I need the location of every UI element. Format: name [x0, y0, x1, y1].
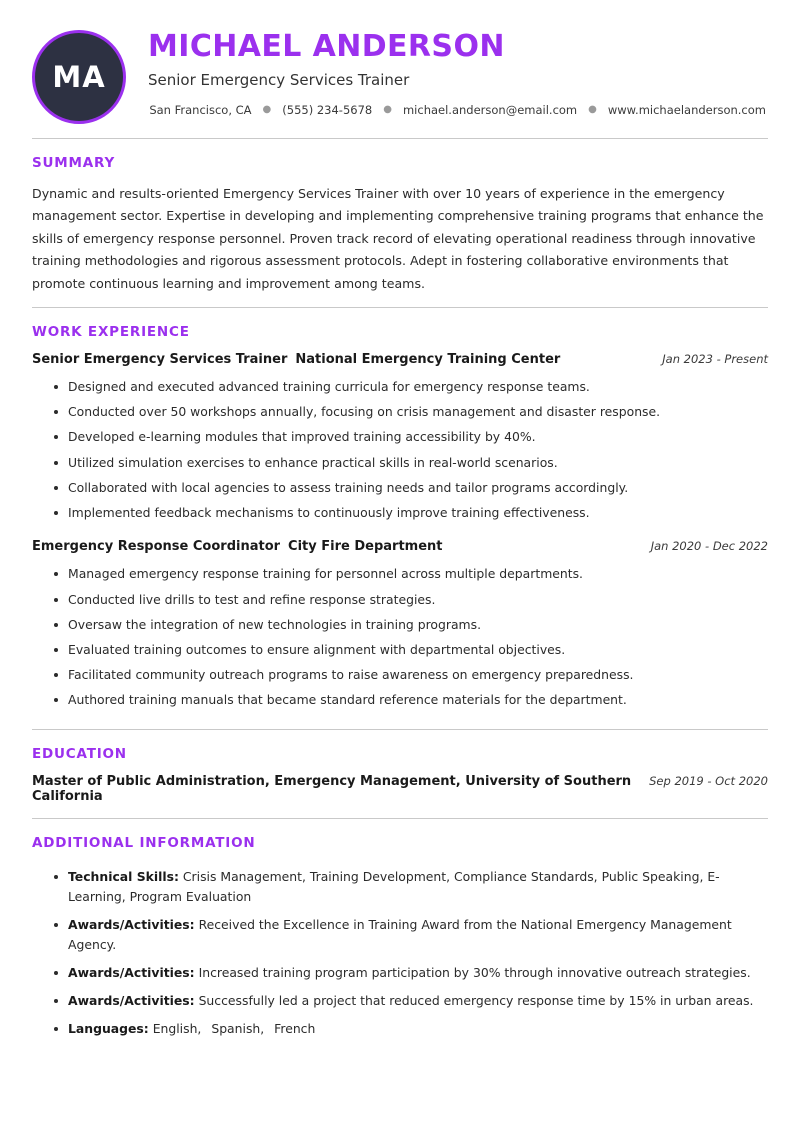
- info-value: Received the Excellence in Training Award from the National Emergency Management Agency.: [68, 916, 732, 952]
- experience-company: City Fire Department: [288, 539, 443, 555]
- list-item: Designed and executed advanced training curricula for emergency response teams.: [54, 374, 768, 399]
- education-dates: Sep 2019 - Oct 2020: [649, 773, 768, 788]
- list-item: Managed emergency response training for personnel across multiple departments.: [54, 561, 768, 586]
- info-label: Awards/Activities:: [68, 916, 195, 932]
- experience-role-company: [32, 352, 560, 367]
- experience-role: Senior Emergency Services Trainer: [32, 352, 288, 368]
- experience-entry: [32, 352, 768, 525]
- list-item-languages: [54, 1015, 768, 1043]
- experience-entry-header: [32, 352, 768, 367]
- experience-role-company: [32, 539, 443, 554]
- list-item: Facilitated community outreach programs to raise awareness on emergency preparedness.: [54, 662, 768, 687]
- section-additional-information: [32, 819, 768, 1056]
- experience-dates: Jan 2020 - Dec 2022: [650, 539, 768, 554]
- contact-separator-icon: ●: [383, 104, 392, 115]
- experience-bullet-list: [32, 561, 768, 712]
- experience-entry-header: [32, 539, 768, 554]
- section-heading-additional: ADDITIONAL INFORMATION: [32, 834, 256, 851]
- info-label: Technical Skills:: [68, 868, 179, 884]
- education-entry: [32, 774, 768, 804]
- experience-role: Emergency Response Coordinator: [32, 539, 281, 555]
- list-item: Evaluated training outcomes to ensure alignment with departmental objectives.: [54, 637, 768, 662]
- list-item: Authored training manuals that became standard reference materials for the department.: [54, 687, 768, 712]
- header-text-block: [126, 26, 768, 117]
- list-item: Oversaw the integration of new technologies in training programs.: [54, 612, 768, 637]
- section-work-experience: [32, 308, 768, 730]
- contact-row: [148, 103, 768, 117]
- list-item: Collaborated with local agencies to assess training needs and tailor programs accordingly.: [54, 475, 768, 500]
- info-label: Awards/Activities:: [68, 993, 195, 1009]
- contact-email[interactable]: michael.anderson@email.com: [402, 102, 578, 117]
- info-value: Increased training program participation by 30% through innovative outreach strategies.: [194, 965, 751, 981]
- section-heading-summary: SUMMARY: [32, 155, 116, 171]
- list-item: [54, 911, 768, 959]
- list-item: [54, 863, 768, 911]
- education-degree: Master of Public Administration, Emergency Management, University of Southern California: [32, 773, 632, 804]
- section-education: [32, 730, 768, 819]
- experience-bullet-list: [32, 374, 768, 525]
- list-item: Implemented feedback mechanisms to continuously improve training effectiveness.: [54, 500, 768, 525]
- contact-phone[interactable]: (555) 234-5678: [282, 102, 373, 117]
- language-item: French: [274, 1021, 316, 1037]
- contact-separator-icon: ●: [262, 104, 272, 115]
- job-title-subheading: Senior Emergency Services Trainer: [148, 70, 410, 89]
- resume-header: [32, 26, 768, 139]
- list-item: [54, 987, 768, 1015]
- summary-text: Dynamic and results-oriented Emergency Services Trainer with over 10 years of experience in the emergency management sector. Expertise in developing and implementing comprehensive training programs that enhance the skills of emergency response personnel. Proven track record of elevating operational readiness through innovative training methodologies and rigorous assessment protocols. Adept in fostering collaborative environments that promote continuous learning and improvement among teams.: [32, 186, 764, 291]
- contact-location: San Francisco, CA: [149, 102, 252, 117]
- section-heading-education: EDUCATION: [32, 745, 127, 762]
- avatar-initials: MA: [52, 60, 106, 94]
- section-summary: [32, 139, 768, 308]
- experience-company: National Emergency Training Center: [295, 352, 561, 368]
- info-value: Successfully led a project that reduced emergency response time by 15% in urban areas.: [194, 993, 754, 1009]
- language-item: English,: [152, 1021, 202, 1037]
- page-title: MICHAEL ANDERSON: [148, 29, 505, 64]
- experience-entry: [32, 539, 768, 712]
- list-item: Conducted over 50 workshops annually, focusing on crisis management and disaster response.: [54, 399, 768, 424]
- languages-label: Languages:: [68, 1021, 149, 1037]
- list-item: Utilized simulation exercises to enhance practical skills in real-world scenarios.: [54, 450, 768, 475]
- contact-separator-icon: ●: [588, 104, 597, 115]
- list-item: Conducted live drills to test and refine response strategies.: [54, 587, 768, 612]
- list-item: Developed e-learning modules that improved training accessibility by 40%.: [54, 424, 768, 449]
- language-item: Spanish,: [211, 1021, 265, 1037]
- avatar: [32, 30, 126, 124]
- list-item: [54, 959, 768, 987]
- info-value: Crisis Management, Training Development, Compliance Standards, Public Speaking, E-Learning, Program Evaluation: [68, 868, 720, 904]
- section-heading-experience: WORK EXPERIENCE: [32, 324, 190, 341]
- experience-dates: Jan 2023 - Present: [662, 352, 768, 367]
- contact-website[interactable]: www.michaelanderson.com: [607, 102, 766, 117]
- additional-info-list: [32, 863, 768, 1044]
- info-label: Awards/Activities:: [68, 965, 195, 981]
